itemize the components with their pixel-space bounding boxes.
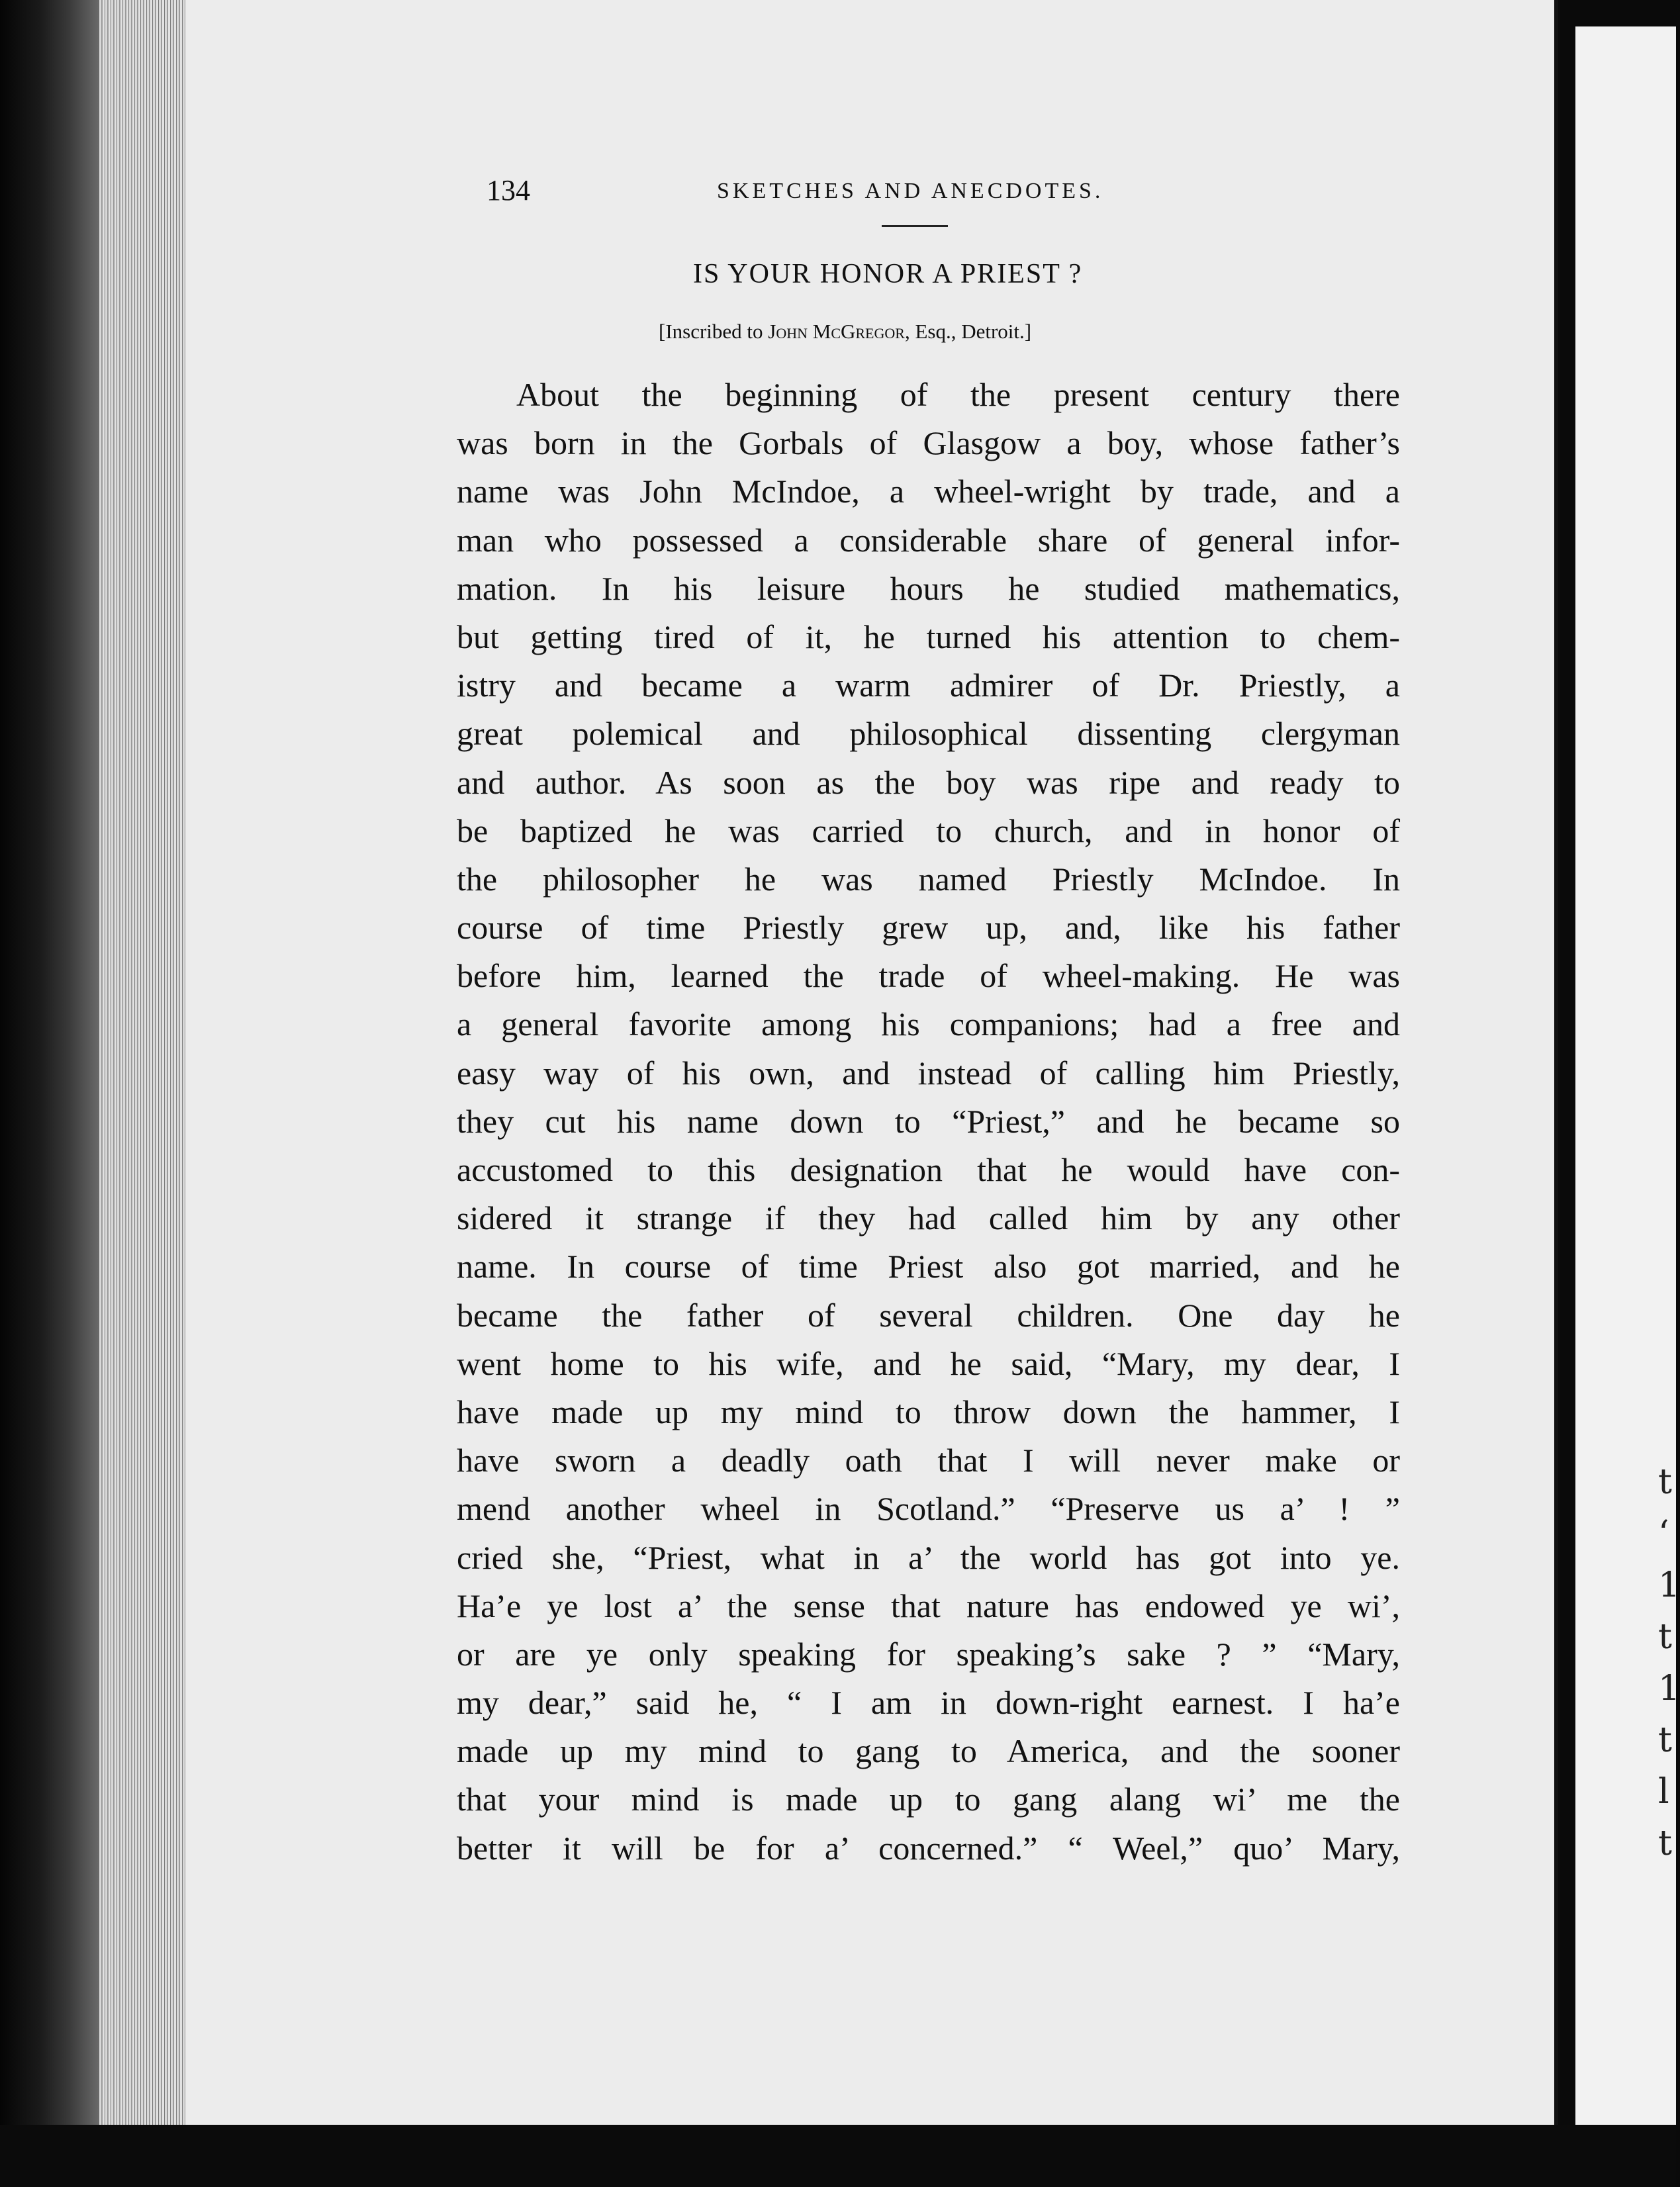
article-title: IS YOUR HONOR A PRIEST ? — [693, 259, 1083, 289]
book-spine-edge — [0, 0, 99, 2187]
text-line: easy way of his own, and instead of calling him Priestly, — [457, 1054, 1400, 1092]
text-line: be baptized he was carried to church, and in honor of — [457, 812, 1400, 849]
facing-mark: l — [1658, 1772, 1669, 1812]
text-line: or are ye only speaking for speaking’s sake ? ” “Mary, — [457, 1635, 1400, 1673]
text-line: made up my mind to gang to America, and the sooner — [457, 1732, 1400, 1770]
running-title: SKETCHES AND ANECDOTES. — [717, 179, 1104, 203]
dedication — [659, 320, 1031, 344]
scan-bottom-band — [0, 2125, 1676, 2187]
text-line: mend another wheel in Scotland.” “Preserve us a’ ! ” — [457, 1490, 1400, 1528]
facing-mark: t — [1658, 1824, 1672, 1863]
text-line: great polemical and philosophical dissenting clergyman — [457, 715, 1400, 753]
text-line: my dear,” said he, “ I am in down-right earnest. I ha’e — [457, 1684, 1400, 1722]
text-line: was born in the Gorbals of Glasgow a boy, whose father’s — [457, 424, 1400, 462]
text-line: man who possessed a considerable share of general infor- — [457, 521, 1400, 559]
text-line: better it will be for a’ concerned.” “ Weel,” quo’ Mary, — [457, 1829, 1400, 1867]
facing-mark: t — [1658, 1617, 1672, 1657]
text-line: became the father of several children. One day he — [457, 1296, 1400, 1334]
page-number: 134 — [487, 174, 530, 207]
text-line: the philosopher he was named Priestly McIndoe. In — [457, 860, 1400, 898]
facing-mark: t — [1658, 1720, 1672, 1760]
dedication-suffix: , Esq., Detroit.] — [904, 320, 1032, 343]
text-line: name was John McIndoe, a wheel-wright by trade, and a — [457, 473, 1400, 510]
text-line: before him, learned the trade of wheel-making. He was — [457, 957, 1400, 995]
text-line: that your mind is made up to gang alang wi’ me the — [457, 1781, 1400, 1818]
facing-mark: ‘ — [1658, 1514, 1669, 1554]
text-line: cried she, “Priest, what in a’ the world has got into ye. — [457, 1538, 1400, 1576]
facing-mark: t — [1658, 1462, 1672, 1502]
text-line: they cut his name down to “Priest,” and he became so — [457, 1102, 1400, 1140]
facing-page-marks — [1658, 1456, 1680, 1869]
text-line: About the beginning of the present century there — [516, 376, 1400, 413]
header-rule — [882, 225, 948, 227]
facing-mark: 1 — [1658, 1565, 1680, 1605]
text-line: mation. In his leisure hours he studied mathematics, — [457, 569, 1400, 607]
facing-mark: 1 — [1658, 1669, 1680, 1708]
text-line: went home to his wife, and he said, “Mary, my dear, I — [457, 1344, 1400, 1382]
text-line: have made up my mind to throw down the hammer, I — [457, 1393, 1400, 1430]
text-line: course of time Priestly grew up, and, like his father — [457, 909, 1400, 947]
text-line: sidered it strange if they had called him by any other — [457, 1199, 1400, 1237]
text-line: accustomed to this designation that he would have con- — [457, 1151, 1400, 1188]
text-line: Ha’e ye lost a’ the sense that nature has endowed ye wi’, — [457, 1587, 1400, 1624]
running-header — [487, 173, 1175, 213]
text-line: but getting tired of it, he turned his attention to chem- — [457, 618, 1400, 655]
text-line: istry and became a warm admirer of Dr. Priestly, a — [457, 667, 1400, 704]
dedication-prefix: [Inscribed to — [659, 320, 763, 343]
text-line: name. In course of time Priest also got married, and he — [457, 1248, 1400, 1285]
text-line: and author. As soon as the boy was ripe and ready to — [457, 763, 1400, 801]
article-body — [457, 371, 1400, 1873]
page-stack-edges — [99, 0, 185, 2145]
text-line: have sworn a deadly oath that I will never make or — [457, 1442, 1400, 1479]
text-line: a general favorite among his companions; had a free and — [457, 1005, 1400, 1043]
dedication-name: John McGregor — [768, 320, 905, 343]
